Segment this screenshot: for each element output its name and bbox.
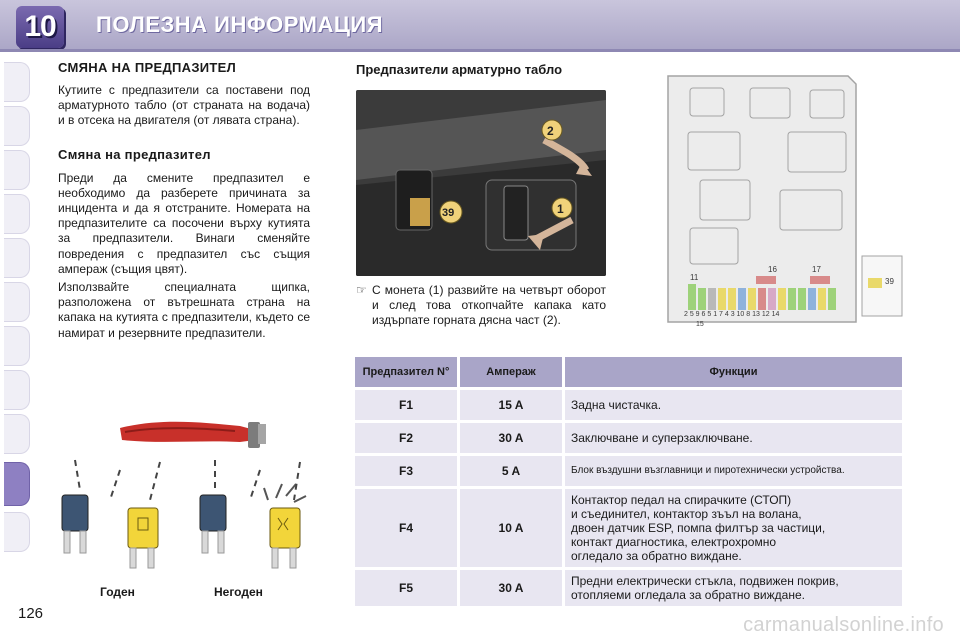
column-header-fuse: Предпазител N° bbox=[355, 357, 457, 387]
column-header-amperage: Ампераж bbox=[460, 357, 562, 387]
table-header-row bbox=[355, 357, 902, 387]
chapter-tab[interactable] bbox=[4, 370, 30, 410]
fuse-puller-and-fuses-image bbox=[50, 400, 320, 585]
chapter-tab[interactable] bbox=[4, 194, 30, 234]
fuse-id: F2 bbox=[355, 423, 457, 453]
intro-paragraph: Кутиите с предпазители са поставени под арматурното табло (от страната на водача) и в отсека на двигателя (от лявата страна). bbox=[58, 83, 310, 128]
fuse-amperage: 5 A bbox=[460, 456, 562, 486]
chapter-tab[interactable] bbox=[4, 512, 30, 552]
chapter-tab[interactable] bbox=[4, 62, 30, 102]
page-number: 126 bbox=[18, 605, 44, 622]
function-line: Контактор педал на спирачките (СТОП) bbox=[571, 493, 792, 507]
column-header-functions: Функции bbox=[565, 357, 902, 387]
chapter-number: 10 bbox=[24, 10, 56, 43]
fuse-function: Заключване и суперзаключване. bbox=[565, 423, 902, 453]
function-line: двоен датчик ESP, помпа филтър за частици, bbox=[571, 521, 826, 535]
fuse-amperage: 30 A bbox=[460, 570, 562, 606]
dashboard-fuses-heading: Предпазители арматурно табло bbox=[356, 62, 563, 77]
fuse-illustration bbox=[50, 400, 320, 599]
fuse-amperage: 15 A bbox=[460, 390, 562, 420]
fuse-function: Блок въздушни възглавници и пиротехнически устройства. bbox=[565, 456, 902, 486]
table-row bbox=[355, 390, 902, 420]
left-column bbox=[58, 60, 310, 341]
chapter-tab[interactable] bbox=[4, 106, 30, 146]
good-fuse-icon bbox=[62, 495, 158, 568]
diagram-label-16: 16 bbox=[768, 265, 777, 274]
table-row bbox=[355, 489, 902, 567]
callout-1: 1 bbox=[557, 202, 564, 216]
fuse-puller-icon bbox=[120, 422, 266, 448]
blown-fuse-label: Негоден bbox=[214, 585, 263, 599]
fuse-id: F4 bbox=[355, 489, 457, 567]
diagram-label-15: 15 bbox=[696, 321, 704, 328]
tool-paragraph: Използвайте специалната щипка, разположена от вътрешната страна на капака на кутията с предпазители, където се намират и резервните предпазители. bbox=[58, 280, 310, 340]
diagram-label-11: 11 bbox=[690, 273, 699, 282]
fuse-amperage: 30 A bbox=[460, 423, 562, 453]
function-line: и съединител, контактор зъъл на волана, bbox=[571, 507, 802, 521]
table-row bbox=[355, 423, 902, 453]
section-heading: СМЯНА НА ПРЕДПАЗИТЕЛ bbox=[58, 60, 237, 75]
chapter-tabs bbox=[0, 62, 32, 572]
chapter-tab[interactable] bbox=[4, 414, 30, 454]
function-line: контакт диагностика, електрохромно bbox=[571, 535, 776, 549]
function-line: отопляеми огледала за обратно виждане. bbox=[571, 588, 805, 602]
fuse-function: Задна чистачка. bbox=[565, 390, 902, 420]
fuse-table bbox=[352, 354, 905, 609]
diagram-label-39: 39 bbox=[885, 277, 894, 286]
dashboard-photo-image bbox=[356, 90, 606, 276]
diagram-label-17: 17 bbox=[812, 265, 821, 274]
table-row bbox=[355, 570, 902, 606]
fuse-id: F3 bbox=[355, 456, 457, 486]
chapter-tab[interactable] bbox=[4, 282, 30, 322]
callout-2: 2 bbox=[547, 124, 554, 138]
diagram-fuse-numbers: 2 5 9 6 5 1 7 4 3 10 8 13 12 14 bbox=[684, 311, 780, 318]
removal-instruction bbox=[356, 283, 606, 328]
fuse-function bbox=[565, 489, 902, 567]
instruction-text: С монета (1) развийте на четвърт оборот и след това откопчайте капака като издърпате горната дясна част (2). bbox=[372, 283, 606, 327]
fuse-function bbox=[565, 570, 902, 606]
page-header bbox=[0, 0, 960, 52]
dashboard-fusebox-photo bbox=[356, 90, 606, 276]
fusebox-diagram bbox=[660, 70, 908, 332]
chapter-badge bbox=[16, 6, 64, 48]
fusebox-layout-image bbox=[660, 70, 908, 332]
good-fuse-label: Годен bbox=[100, 585, 135, 599]
pointing-hand-icon: ☞ bbox=[356, 283, 367, 297]
callout-39: 39 bbox=[442, 207, 455, 219]
table-row bbox=[355, 456, 902, 486]
chapter-tab-active[interactable] bbox=[4, 462, 30, 506]
function-line: огледало за обратно виждане. bbox=[571, 549, 742, 563]
watermark: carmanualsonline.info bbox=[743, 614, 944, 636]
page-title: ПОЛЕЗНА ИНФОРМАЦИЯ bbox=[96, 12, 384, 37]
chapter-tab[interactable] bbox=[4, 150, 30, 190]
fuse-amperage: 10 A bbox=[460, 489, 562, 567]
blown-fuse-icon bbox=[200, 484, 306, 568]
function-line: Предни електрически стъкла, подвижен покрив, bbox=[571, 574, 839, 588]
chapter-tab[interactable] bbox=[4, 326, 30, 366]
procedure-paragraph: Преди да смените предпазител е необходимо да разберете причината за инцидента и да я отстраните. Номерата на предпазителите са посочени върху кутията за предпазители. Винаги сменяйте повредения с предпазител със същия ампераж (същия цвят). bbox=[58, 170, 310, 276]
chapter-tab[interactable] bbox=[4, 238, 30, 278]
fuse-id: F5 bbox=[355, 570, 457, 606]
fuse-id: F1 bbox=[355, 390, 457, 420]
subsection-heading: Смяна на предпазител bbox=[58, 146, 211, 162]
